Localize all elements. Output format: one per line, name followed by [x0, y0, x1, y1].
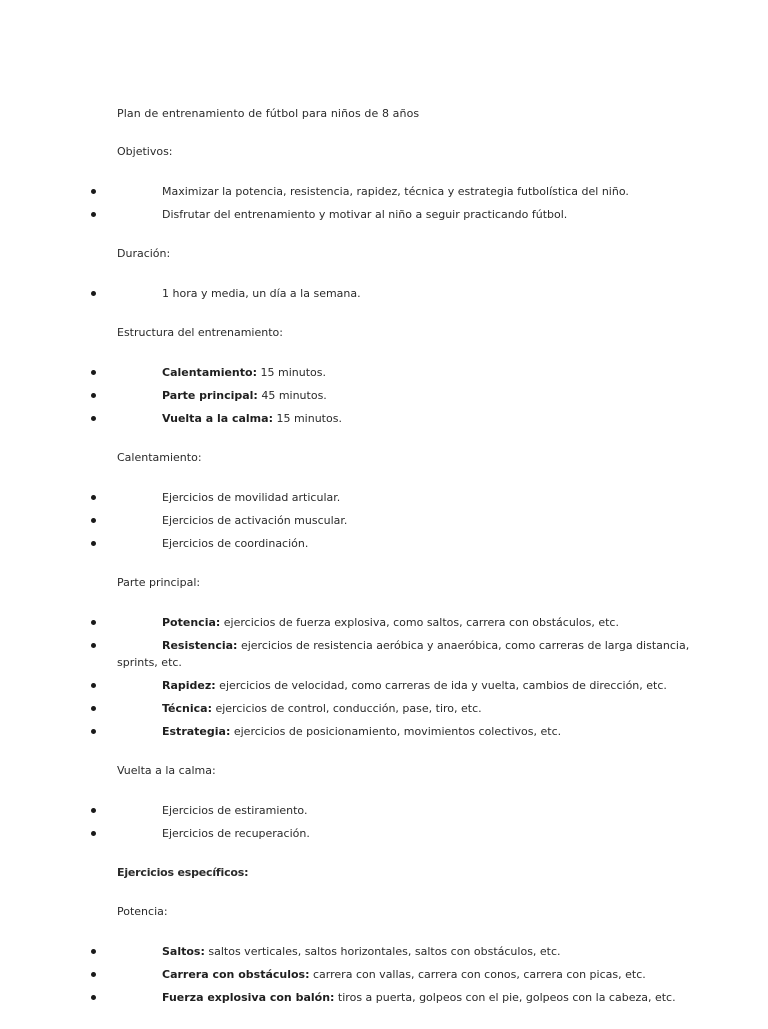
bullet-icon: [91, 541, 96, 546]
item-lead-term: Fuerza explosiva con balón:: [162, 991, 335, 1004]
bullet-icon: [91, 620, 96, 625]
document-section: [0, 325, 768, 427]
document-section: [0, 246, 768, 302]
item-lead-term: Resistencia:: [162, 639, 238, 652]
list-item: [0, 512, 768, 529]
item-lead-term: Estrategia:: [162, 725, 231, 738]
item-lead-term: Calentamiento:: [162, 366, 257, 379]
bullet-icon: [91, 729, 96, 734]
section-heading: Objetivos:: [117, 145, 173, 158]
item-lead-term: Carrera con obstáculos:: [162, 968, 310, 981]
list-item: [0, 535, 768, 552]
list-item: [0, 614, 768, 631]
bullet-icon: [91, 808, 96, 813]
item-lead-term: Vuelta a la calma:: [162, 412, 273, 425]
item-text: Ejercicios de recuperación.: [162, 827, 310, 840]
item-lead-term: Rapidez:: [162, 679, 216, 692]
bullet-icon: [91, 972, 96, 977]
section-heading: Parte principal:: [117, 576, 201, 589]
item-text: 45 minutos.: [257, 389, 327, 402]
document-title: Plan de entrenamiento de fútbol para niños de 8 años: [117, 107, 420, 120]
bullet-icon: [91, 643, 96, 648]
item-text: ejercicios de fuerza explosiva, como saltos, carrera con obstáculos, etc.: [220, 616, 619, 629]
list-item: [0, 183, 768, 200]
bullet-icon: [91, 393, 96, 398]
document-sections: [0, 144, 768, 1006]
section-heading: Duración:: [117, 247, 171, 260]
bullet-icon: [91, 189, 96, 194]
section-heading: Estructura del entrenamiento:: [117, 326, 283, 339]
document-section: [0, 144, 768, 223]
section-heading: Potencia:: [117, 905, 168, 918]
section-heading: Calentamiento:: [117, 451, 202, 464]
bullet-list: [0, 285, 768, 302]
item-text: Ejercicios de activación muscular.: [162, 514, 348, 527]
document-section: [0, 575, 768, 740]
section-heading: Ejercicios específicos:: [117, 866, 249, 879]
bullet-icon: [91, 683, 96, 688]
list-item: [0, 387, 768, 404]
bullet-list: [0, 943, 768, 1006]
item-text: Ejercicios de movilidad articular.: [162, 491, 341, 504]
list-item: [0, 206, 768, 223]
item-text: Disfrutar del entrenamiento y motivar al niño a seguir practicando fútbol.: [162, 208, 568, 221]
list-item: [0, 410, 768, 427]
item-lead-term: Potencia:: [162, 616, 221, 629]
item-text: saltos verticales, saltos horizontales, saltos con obstáculos, etc.: [204, 945, 561, 958]
document-section: [0, 904, 768, 1006]
document-section: [0, 865, 768, 881]
bullet-icon: [91, 518, 96, 523]
bullet-icon: [91, 995, 96, 1000]
bullet-list: [0, 364, 768, 427]
list-item: [0, 989, 768, 1006]
item-text: tiros a puerta, golpeos con el pie, golpeos con la cabeza, etc.: [334, 991, 676, 1004]
bullet-icon: [91, 416, 96, 421]
bullet-icon: [91, 949, 96, 954]
item-text: ejercicios de posicionamiento, movimientos colectivos, etc.: [230, 725, 562, 738]
item-text: ejercicios de resistencia aeróbica y anaeróbica, como carreras de larga distancia,: [237, 639, 690, 652]
section-heading: Vuelta a la calma:: [117, 764, 216, 777]
item-text-continuation: sprints, etc.: [117, 656, 182, 669]
item-text: Ejercicios de estiramiento.: [162, 804, 308, 817]
list-item: [0, 825, 768, 842]
item-text: ejercicios de velocidad, como carreras de ida y vuelta, cambios de dirección, etc.: [215, 679, 667, 692]
list-item: [0, 285, 768, 302]
document-section: [0, 450, 768, 552]
bullet-list: [0, 183, 768, 223]
item-text: 15 minutos.: [256, 366, 326, 379]
item-text: carrera con vallas, carrera con conos, carrera con picas, etc.: [309, 968, 646, 981]
document-section: [0, 763, 768, 842]
item-text: 1 hora y media, un día a la semana.: [162, 287, 361, 300]
item-lead-term: Parte principal:: [162, 389, 258, 402]
list-item: [0, 637, 768, 671]
item-text: 15 minutos.: [272, 412, 342, 425]
bullet-list: [0, 614, 768, 740]
bullet-icon: [91, 831, 96, 836]
list-item: [0, 802, 768, 819]
bullet-icon: [91, 212, 96, 217]
list-item: [0, 489, 768, 506]
bullet-icon: [91, 495, 96, 500]
item-lead-term: Técnica:: [162, 702, 212, 715]
item-lead-term: Saltos:: [162, 945, 205, 958]
list-item: [0, 700, 768, 717]
list-item: [0, 677, 768, 694]
list-item: [0, 966, 768, 983]
item-text: Maximizar la potencia, resistencia, rapidez, técnica y estrategia futbolística del niño.: [162, 185, 629, 198]
bullet-icon: [91, 370, 96, 375]
bullet-list: [0, 802, 768, 842]
bullet-list: [0, 489, 768, 552]
item-text: ejercicios de control, conducción, pase, tiro, etc.: [211, 702, 482, 715]
list-item: [0, 723, 768, 740]
document-body: [0, 106, 768, 1029]
list-item: [0, 943, 768, 960]
bullet-icon: [91, 706, 96, 711]
item-text: Ejercicios de coordinación.: [162, 537, 309, 550]
list-item: [0, 364, 768, 381]
bullet-icon: [91, 291, 96, 296]
